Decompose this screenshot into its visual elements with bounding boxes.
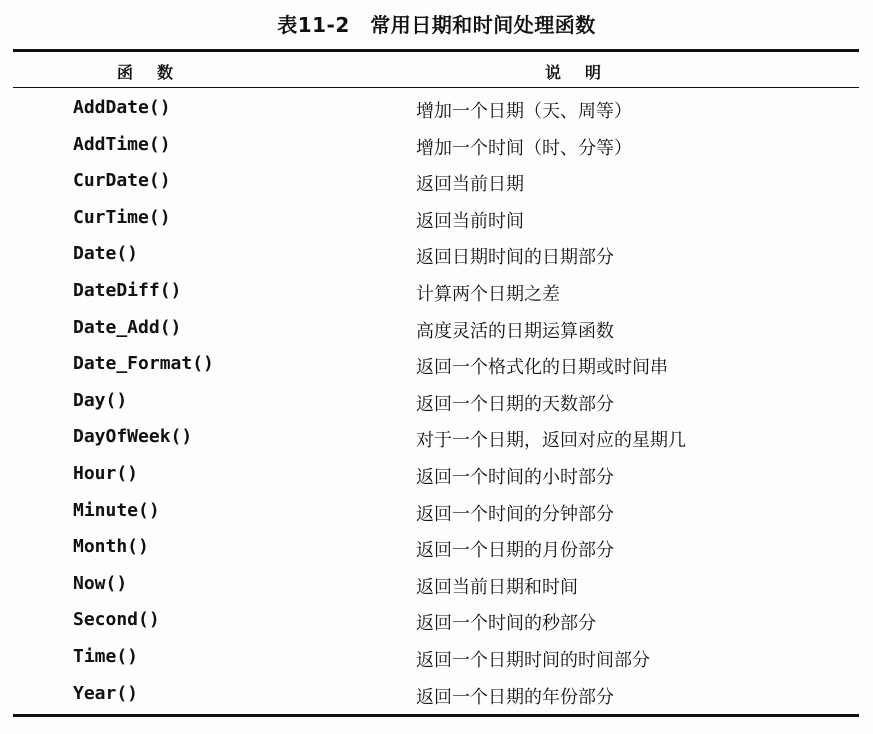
table-row	[13, 493, 859, 529]
table-header-row	[13, 56, 859, 86]
table-row	[13, 346, 859, 382]
table-row	[13, 419, 859, 455]
function-name: Date()	[73, 243, 139, 265]
table-row	[13, 90, 859, 126]
function-description: 对于一个日期，返回对应的星期几	[416, 430, 686, 452]
table-top-rule	[13, 49, 859, 52]
function-name: Now()	[73, 572, 128, 594]
function-description: 增加一个时间（时、分等）	[416, 137, 632, 159]
function-name: CurDate()	[73, 170, 171, 192]
table-row	[13, 639, 859, 675]
table-row	[13, 273, 859, 309]
function-name: DateDiff()	[73, 280, 182, 301]
function-name: AddDate()	[73, 97, 171, 118]
function-description: 返回当前日期和时间	[416, 576, 578, 598]
function-name: Date_Format()	[73, 353, 214, 375]
table-header-rule	[13, 87, 859, 88]
table-row	[13, 456, 859, 492]
function-name: Time()	[73, 646, 139, 667]
function-description: 返回当前时间	[416, 210, 524, 232]
function-name: AddTime()	[73, 133, 171, 155]
function-description: 计算两个日期之差	[416, 284, 560, 305]
table-row	[13, 529, 859, 565]
function-name: Minute()	[73, 499, 160, 521]
function-description: 返回一个时间的分钟部分	[416, 503, 614, 525]
function-description: 返回一个时间的小时部分	[416, 467, 614, 488]
table-body	[13, 90, 859, 712]
function-description: 返回一个格式化的日期或时间串	[416, 357, 668, 379]
function-description: 返回日期时间的日期部分	[416, 247, 614, 269]
function-name: Day()	[73, 389, 128, 411]
function-description: 返回当前日期	[416, 174, 524, 196]
table-row	[13, 602, 859, 638]
table-bottom-rule	[13, 714, 859, 717]
function-name: CurTime()	[73, 206, 171, 228]
function-name: Month()	[73, 536, 149, 558]
function-description: 返回一个日期的天数部分	[416, 393, 614, 415]
function-column-header: 函数	[117, 63, 198, 82]
table-row	[13, 676, 859, 712]
function-description: 返回一个时间的秒部分	[416, 613, 596, 635]
function-description: 返回一个日期的年份部分	[416, 686, 614, 708]
function-description: 返回一个日期的月份部分	[416, 540, 614, 562]
table-title: 表11-2 常用日期和时间处理函数	[277, 13, 596, 37]
table-row	[13, 163, 859, 199]
function-description: 返回一个日期时间的时间部分	[416, 650, 650, 671]
function-name: Second()	[73, 609, 160, 631]
description-column-header: 说明	[545, 63, 626, 82]
function-description: 高度灵活的日期运算函数	[416, 320, 614, 342]
table-row	[13, 127, 859, 163]
table-row	[13, 566, 859, 602]
function-name: Year()	[73, 682, 139, 704]
function-name: Hour()	[73, 463, 139, 484]
table-row	[13, 310, 859, 346]
table-row	[13, 200, 859, 236]
table-row	[13, 383, 859, 419]
function-name: DayOfWeek()	[73, 426, 193, 448]
table-row	[13, 236, 859, 272]
function-name: Date_Add()	[73, 316, 182, 338]
function-description: 增加一个日期（天、周等）	[416, 101, 632, 122]
